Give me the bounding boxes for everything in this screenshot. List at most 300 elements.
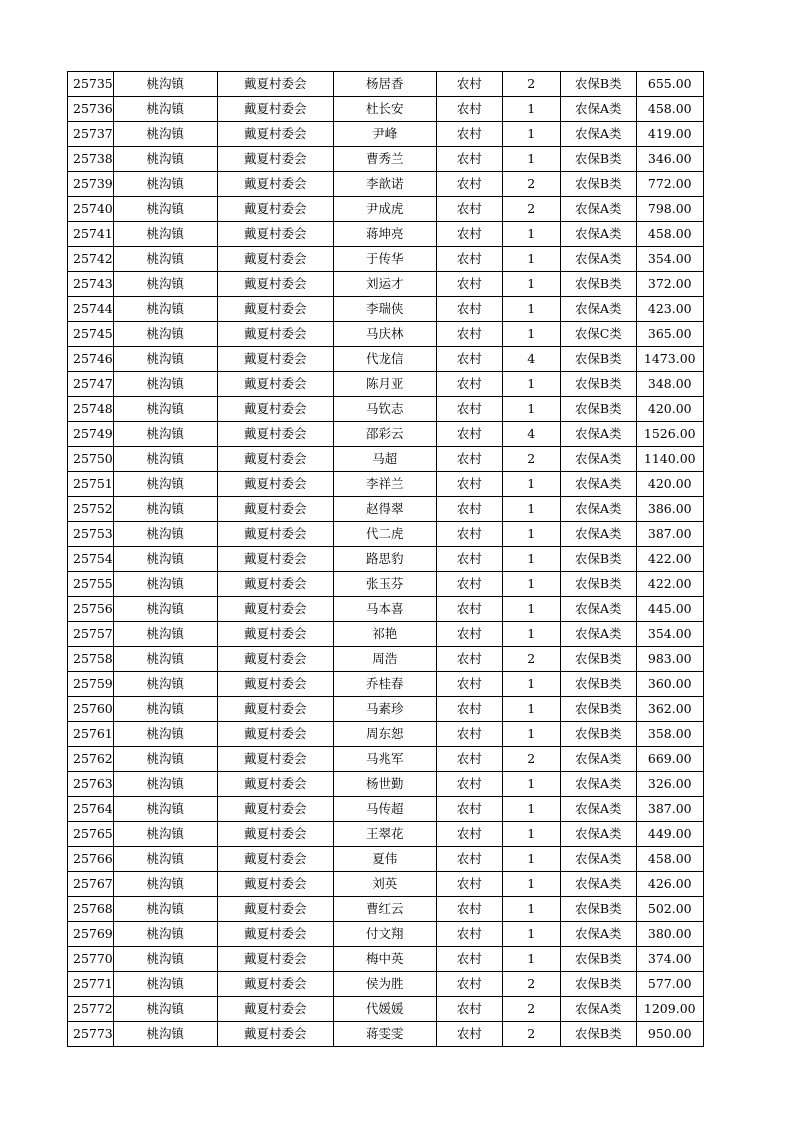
town-cell: 桃沟镇 (113, 397, 217, 422)
town-cell: 桃沟镇 (113, 97, 217, 122)
household-count-cell: 1 (502, 247, 560, 272)
amount-cell: 374.00 (636, 947, 703, 972)
household-count-cell: 1 (502, 797, 560, 822)
amount-cell: 420.00 (636, 397, 703, 422)
name-cell: 马本喜 (333, 597, 436, 622)
household-count-cell: 1 (502, 672, 560, 697)
record-id-cell: 25758 (68, 647, 114, 672)
household-count-cell: 1 (502, 147, 560, 172)
household-count-cell: 1 (502, 597, 560, 622)
household-count-cell: 1 (502, 922, 560, 947)
village-committee-cell: 戴夏村委会 (217, 797, 333, 822)
amount-cell: 387.00 (636, 797, 703, 822)
town-cell: 桃沟镇 (113, 372, 217, 397)
record-id-cell: 25750 (68, 447, 114, 472)
amount-cell: 445.00 (636, 597, 703, 622)
amount-cell: 772.00 (636, 172, 703, 197)
name-cell: 侯为胜 (333, 972, 436, 997)
town-cell: 桃沟镇 (113, 472, 217, 497)
village-committee-cell: 戴夏村委会 (217, 697, 333, 722)
name-cell: 付文翔 (333, 922, 436, 947)
village-committee-cell: 戴夏村委会 (217, 247, 333, 272)
household-count-cell: 1 (502, 222, 560, 247)
area-type-cell: 农村 (436, 497, 502, 522)
village-committee-cell: 戴夏村委会 (217, 997, 333, 1022)
category-cell: 农保A类 (560, 622, 636, 647)
household-count-cell: 2 (502, 972, 560, 997)
record-id-cell: 25755 (68, 572, 114, 597)
name-cell: 李歆诺 (333, 172, 436, 197)
record-id-cell: 25743 (68, 272, 114, 297)
area-type-cell: 农村 (436, 472, 502, 497)
record-id-cell: 25769 (68, 922, 114, 947)
village-committee-cell: 戴夏村委会 (217, 822, 333, 847)
name-cell: 杜长安 (333, 97, 436, 122)
town-cell: 桃沟镇 (113, 572, 217, 597)
table-row (68, 547, 704, 572)
category-cell: 农保A类 (560, 247, 636, 272)
village-committee-cell: 戴夏村委会 (217, 272, 333, 297)
table-row (68, 522, 704, 547)
area-type-cell: 农村 (436, 797, 502, 822)
record-id-cell: 25756 (68, 597, 114, 622)
amount-cell: 326.00 (636, 772, 703, 797)
area-type-cell: 农村 (436, 272, 502, 297)
town-cell: 桃沟镇 (113, 972, 217, 997)
area-type-cell: 农村 (436, 447, 502, 472)
category-cell: 农保B类 (560, 697, 636, 722)
category-cell: 农保A类 (560, 872, 636, 897)
record-id-cell: 25737 (68, 122, 114, 147)
name-cell: 马兆军 (333, 747, 436, 772)
name-cell: 曹秀兰 (333, 147, 436, 172)
town-cell: 桃沟镇 (113, 197, 217, 222)
town-cell: 桃沟镇 (113, 697, 217, 722)
record-id-cell: 25740 (68, 197, 114, 222)
household-count-cell: 1 (502, 472, 560, 497)
table-row (68, 797, 704, 822)
amount-cell: 380.00 (636, 922, 703, 947)
area-type-cell: 农村 (436, 572, 502, 597)
household-count-cell: 1 (502, 297, 560, 322)
amount-cell: 354.00 (636, 622, 703, 647)
category-cell: 农保A类 (560, 597, 636, 622)
name-cell: 蒋坤亮 (333, 222, 436, 247)
household-count-cell: 1 (502, 697, 560, 722)
category-cell: 农保A类 (560, 422, 636, 447)
village-committee-cell: 戴夏村委会 (217, 872, 333, 897)
village-committee-cell: 戴夏村委会 (217, 897, 333, 922)
household-count-cell: 2 (502, 1022, 560, 1047)
amount-cell: 387.00 (636, 522, 703, 547)
record-id-cell: 25747 (68, 372, 114, 397)
name-cell: 王翠花 (333, 822, 436, 847)
name-cell: 路思豹 (333, 547, 436, 572)
category-cell: 农保B类 (560, 672, 636, 697)
name-cell: 尹成虎 (333, 197, 436, 222)
record-id-cell: 25751 (68, 472, 114, 497)
table-row (68, 372, 704, 397)
town-cell: 桃沟镇 (113, 772, 217, 797)
record-id-cell: 25759 (68, 672, 114, 697)
table-row (68, 897, 704, 922)
table-row (68, 172, 704, 197)
name-cell: 李瑞侠 (333, 297, 436, 322)
record-id-cell: 25741 (68, 222, 114, 247)
table-row (68, 197, 704, 222)
name-cell: 刘英 (333, 872, 436, 897)
amount-cell: 458.00 (636, 847, 703, 872)
record-id-cell: 25764 (68, 797, 114, 822)
record-id-cell: 25754 (68, 547, 114, 572)
area-type-cell: 农村 (436, 972, 502, 997)
area-type-cell: 农村 (436, 847, 502, 872)
village-committee-cell: 戴夏村委会 (217, 197, 333, 222)
household-count-cell: 2 (502, 197, 560, 222)
category-cell: 农保A类 (560, 997, 636, 1022)
household-count-cell: 1 (502, 822, 560, 847)
amount-cell: 577.00 (636, 972, 703, 997)
amount-cell: 449.00 (636, 822, 703, 847)
village-committee-cell: 戴夏村委会 (217, 672, 333, 697)
category-cell: 农保A类 (560, 472, 636, 497)
record-id-cell: 25748 (68, 397, 114, 422)
record-id-cell: 25753 (68, 522, 114, 547)
amount-cell: 358.00 (636, 722, 703, 747)
category-cell: 农保A类 (560, 497, 636, 522)
table-row (68, 622, 704, 647)
household-count-cell: 1 (502, 547, 560, 572)
table-row (68, 397, 704, 422)
name-cell: 夏伟 (333, 847, 436, 872)
household-count-cell: 2 (502, 72, 560, 97)
amount-cell: 502.00 (636, 897, 703, 922)
area-type-cell: 农村 (436, 72, 502, 97)
household-count-cell: 1 (502, 497, 560, 522)
town-cell: 桃沟镇 (113, 247, 217, 272)
name-cell: 蒋雯雯 (333, 1022, 436, 1047)
table-row (68, 972, 704, 997)
record-id-cell: 25761 (68, 722, 114, 747)
town-cell: 桃沟镇 (113, 947, 217, 972)
town-cell: 桃沟镇 (113, 797, 217, 822)
town-cell: 桃沟镇 (113, 672, 217, 697)
category-cell: 农保B类 (560, 897, 636, 922)
table-row (68, 647, 704, 672)
town-cell: 桃沟镇 (113, 122, 217, 147)
category-cell: 农保A类 (560, 222, 636, 247)
category-cell: 农保A类 (560, 797, 636, 822)
record-id-cell: 25765 (68, 822, 114, 847)
table-row (68, 1022, 704, 1047)
name-cell: 尹峰 (333, 122, 436, 147)
record-id-cell: 25739 (68, 172, 114, 197)
household-count-cell: 1 (502, 622, 560, 647)
name-cell: 祁艳 (333, 622, 436, 647)
record-id-cell: 25770 (68, 947, 114, 972)
table-row (68, 722, 704, 747)
household-count-cell: 2 (502, 447, 560, 472)
record-id-cell: 25766 (68, 847, 114, 872)
category-cell: 农保A类 (560, 522, 636, 547)
category-cell: 农保A类 (560, 197, 636, 222)
village-committee-cell: 戴夏村委会 (217, 522, 333, 547)
record-id-cell: 25735 (68, 72, 114, 97)
amount-cell: 419.00 (636, 122, 703, 147)
village-committee-cell: 戴夏村委会 (217, 422, 333, 447)
area-type-cell: 农村 (436, 872, 502, 897)
amount-cell: 360.00 (636, 672, 703, 697)
amount-cell: 1140.00 (636, 447, 703, 472)
area-type-cell: 农村 (436, 822, 502, 847)
table-row (68, 822, 704, 847)
amount-cell: 1473.00 (636, 347, 703, 372)
table-row (68, 997, 704, 1022)
household-count-cell: 1 (502, 572, 560, 597)
table-row (68, 347, 704, 372)
name-cell: 于传华 (333, 247, 436, 272)
category-cell: 农保A类 (560, 297, 636, 322)
area-type-cell: 农村 (436, 647, 502, 672)
household-count-cell: 1 (502, 372, 560, 397)
name-cell: 代二虎 (333, 522, 436, 547)
category-cell: 农保B类 (560, 547, 636, 572)
town-cell: 桃沟镇 (113, 422, 217, 447)
table-row (68, 597, 704, 622)
table-row (68, 872, 704, 897)
village-committee-cell: 戴夏村委会 (217, 122, 333, 147)
village-committee-cell: 戴夏村委会 (217, 472, 333, 497)
category-cell: 农保B类 (560, 172, 636, 197)
town-cell: 桃沟镇 (113, 922, 217, 947)
household-count-cell: 2 (502, 647, 560, 672)
household-count-cell: 2 (502, 747, 560, 772)
amount-cell: 798.00 (636, 197, 703, 222)
amount-cell: 422.00 (636, 572, 703, 597)
household-count-cell: 4 (502, 347, 560, 372)
area-type-cell: 农村 (436, 147, 502, 172)
household-count-cell: 1 (502, 272, 560, 297)
area-type-cell: 农村 (436, 622, 502, 647)
town-cell: 桃沟镇 (113, 647, 217, 672)
household-count-cell: 1 (502, 872, 560, 897)
table-row (68, 72, 704, 97)
table-row (68, 322, 704, 347)
table-row (68, 272, 704, 297)
amount-cell: 420.00 (636, 472, 703, 497)
village-committee-cell: 戴夏村委会 (217, 222, 333, 247)
household-count-cell: 4 (502, 422, 560, 447)
area-type-cell: 农村 (436, 897, 502, 922)
category-cell: 农保B类 (560, 947, 636, 972)
amount-cell: 1526.00 (636, 422, 703, 447)
area-type-cell: 农村 (436, 222, 502, 247)
area-type-cell: 农村 (436, 747, 502, 772)
category-cell: 农保A类 (560, 922, 636, 947)
area-type-cell: 农村 (436, 672, 502, 697)
records-table (67, 71, 704, 1047)
amount-cell: 362.00 (636, 697, 703, 722)
area-type-cell: 农村 (436, 722, 502, 747)
area-type-cell: 农村 (436, 172, 502, 197)
town-cell: 桃沟镇 (113, 322, 217, 347)
category-cell: 农保A类 (560, 97, 636, 122)
record-id-cell: 25763 (68, 772, 114, 797)
table-row (68, 247, 704, 272)
area-type-cell: 农村 (436, 247, 502, 272)
name-cell: 马素珍 (333, 697, 436, 722)
category-cell: 农保B类 (560, 722, 636, 747)
record-id-cell: 25772 (68, 997, 114, 1022)
area-type-cell: 农村 (436, 697, 502, 722)
village-committee-cell: 戴夏村委会 (217, 947, 333, 972)
table-row (68, 847, 704, 872)
town-cell: 桃沟镇 (113, 222, 217, 247)
household-count-cell: 2 (502, 997, 560, 1022)
village-committee-cell: 戴夏村委会 (217, 397, 333, 422)
category-cell: 农保A类 (560, 847, 636, 872)
record-id-cell: 25746 (68, 347, 114, 372)
name-cell: 曹红云 (333, 897, 436, 922)
name-cell: 张玉芬 (333, 572, 436, 597)
town-cell: 桃沟镇 (113, 897, 217, 922)
category-cell: 农保A类 (560, 447, 636, 472)
category-cell: 农保B类 (560, 972, 636, 997)
table-row (68, 572, 704, 597)
village-committee-cell: 戴夏村委会 (217, 447, 333, 472)
town-cell: 桃沟镇 (113, 547, 217, 572)
town-cell: 桃沟镇 (113, 722, 217, 747)
area-type-cell: 农村 (436, 997, 502, 1022)
amount-cell: 365.00 (636, 322, 703, 347)
table-row (68, 147, 704, 172)
town-cell: 桃沟镇 (113, 147, 217, 172)
category-cell: 农保A类 (560, 822, 636, 847)
area-type-cell: 农村 (436, 322, 502, 347)
category-cell: 农保A类 (560, 122, 636, 147)
area-type-cell: 农村 (436, 1022, 502, 1047)
amount-cell: 950.00 (636, 1022, 703, 1047)
village-committee-cell: 戴夏村委会 (217, 572, 333, 597)
name-cell: 杨居香 (333, 72, 436, 97)
category-cell: 农保B类 (560, 72, 636, 97)
category-cell: 农保A类 (560, 747, 636, 772)
table-row (68, 447, 704, 472)
town-cell: 桃沟镇 (113, 872, 217, 897)
name-cell: 代龙信 (333, 347, 436, 372)
table-row (68, 122, 704, 147)
village-committee-cell: 戴夏村委会 (217, 772, 333, 797)
amount-cell: 348.00 (636, 372, 703, 397)
town-cell: 桃沟镇 (113, 72, 217, 97)
area-type-cell: 农村 (436, 197, 502, 222)
record-id-cell: 25760 (68, 697, 114, 722)
record-id-cell: 25749 (68, 422, 114, 447)
amount-cell: 458.00 (636, 97, 703, 122)
village-committee-cell: 戴夏村委会 (217, 1022, 333, 1047)
category-cell: 农保B类 (560, 372, 636, 397)
town-cell: 桃沟镇 (113, 597, 217, 622)
table-row (68, 922, 704, 947)
record-id-cell: 25742 (68, 247, 114, 272)
category-cell: 农保B类 (560, 147, 636, 172)
name-cell: 马钦志 (333, 397, 436, 422)
village-committee-cell: 戴夏村委会 (217, 647, 333, 672)
name-cell: 刘运才 (333, 272, 436, 297)
village-committee-cell: 戴夏村委会 (217, 622, 333, 647)
record-id-cell: 25762 (68, 747, 114, 772)
area-type-cell: 农村 (436, 122, 502, 147)
category-cell: 农保B类 (560, 1022, 636, 1047)
name-cell: 杨世勤 (333, 772, 436, 797)
area-type-cell: 农村 (436, 397, 502, 422)
household-count-cell: 1 (502, 947, 560, 972)
amount-cell: 423.00 (636, 297, 703, 322)
town-cell: 桃沟镇 (113, 447, 217, 472)
name-cell: 乔桂春 (333, 672, 436, 697)
table-row (68, 772, 704, 797)
table-row (68, 472, 704, 497)
category-cell: 农保B类 (560, 572, 636, 597)
village-committee-cell: 戴夏村委会 (217, 172, 333, 197)
amount-cell: 669.00 (636, 747, 703, 772)
village-committee-cell: 戴夏村委会 (217, 297, 333, 322)
name-cell: 马传超 (333, 797, 436, 822)
amount-cell: 354.00 (636, 247, 703, 272)
category-cell: 农保C类 (560, 322, 636, 347)
name-cell: 梅中英 (333, 947, 436, 972)
record-id-cell: 25767 (68, 872, 114, 897)
village-committee-cell: 戴夏村委会 (217, 497, 333, 522)
name-cell: 代媛媛 (333, 997, 436, 1022)
household-count-cell: 1 (502, 322, 560, 347)
household-count-cell: 1 (502, 97, 560, 122)
town-cell: 桃沟镇 (113, 297, 217, 322)
household-count-cell: 1 (502, 522, 560, 547)
category-cell: 农保B类 (560, 272, 636, 297)
table-row (68, 97, 704, 122)
amount-cell: 372.00 (636, 272, 703, 297)
household-count-cell: 1 (502, 397, 560, 422)
name-cell: 周浩 (333, 647, 436, 672)
area-type-cell: 农村 (436, 547, 502, 572)
table-row (68, 697, 704, 722)
table-row (68, 297, 704, 322)
town-cell: 桃沟镇 (113, 997, 217, 1022)
village-committee-cell: 戴夏村委会 (217, 922, 333, 947)
town-cell: 桃沟镇 (113, 1022, 217, 1047)
name-cell: 陈月亚 (333, 372, 436, 397)
record-id-cell: 25752 (68, 497, 114, 522)
area-type-cell: 农村 (436, 522, 502, 547)
area-type-cell: 农村 (436, 422, 502, 447)
name-cell: 周东恕 (333, 722, 436, 747)
area-type-cell: 农村 (436, 297, 502, 322)
record-id-cell: 25736 (68, 97, 114, 122)
household-count-cell: 1 (502, 772, 560, 797)
village-committee-cell: 戴夏村委会 (217, 747, 333, 772)
table-row (68, 672, 704, 697)
town-cell: 桃沟镇 (113, 747, 217, 772)
name-cell: 李祥兰 (333, 472, 436, 497)
category-cell: 农保B类 (560, 347, 636, 372)
table-row (68, 497, 704, 522)
amount-cell: 983.00 (636, 647, 703, 672)
area-type-cell: 农村 (436, 597, 502, 622)
town-cell: 桃沟镇 (113, 272, 217, 297)
household-count-cell: 1 (502, 722, 560, 747)
village-committee-cell: 戴夏村委会 (217, 372, 333, 397)
